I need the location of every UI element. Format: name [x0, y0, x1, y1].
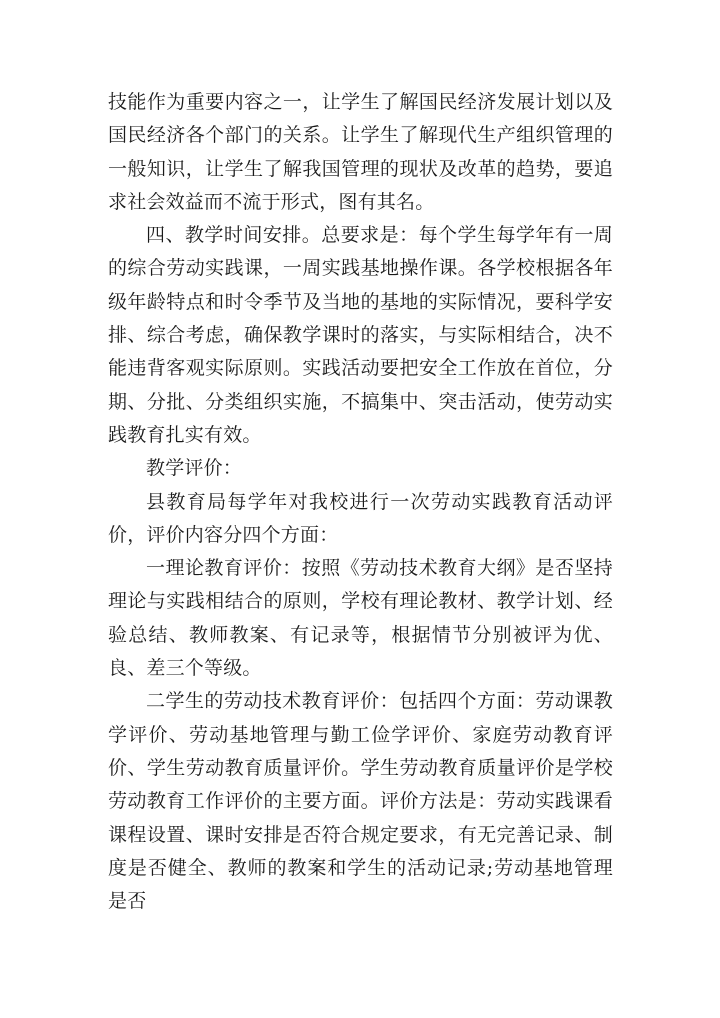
paragraph-student-evaluation: 二学生的劳动技术教育评价：包括四个方面：劳动课教学评价、劳动基地管理与勤工俭学评价、家庭劳动教育评价、学生劳动教育质量评价。学生劳动教育质量评价是学校劳动教育工作评价的主要方面。评价方法是：劳动实践课看课程设置、课时安排是否符合规定要求，有无完善记录、制度是否健全、教师的教案和学生的活动记录;劳动基地管理是否: [108, 690, 613, 913]
document-body: [108, 86, 613, 918]
paragraph-evaluation-overview: 县教育局每学年对我校进行一次劳动实践教育活动评价，评价内容分四个方面：: [108, 490, 613, 546]
paragraph-teaching-schedule: 四、教学时间安排。总要求是：每个学生每学年有一周的综合劳动实践课，一周实践基地操作课。各学校根据各年级年龄特点和时令季节及当地的基地的实际情况，要科学安排、综合考虑，确保教学课时的落实，与实际相结合，决不能违背客观实际原则。实践活动要把安全工作放在首位，分期、分批、分类组织实施，不搞集中、突击活动，使劳动实践教育扎实有效。: [108, 224, 613, 446]
paragraph-evaluation-heading: 教学评价：: [146, 457, 243, 480]
paragraph-theory-evaluation: 一理论教育评价：按照《劳动技术教育大纲》是否坚持理论与实践相结合的原则，学校有理论教材、教学计划、经验总结、教师教案、有记录等，根据情节分别被评为优、良、差三个等级。: [108, 557, 613, 680]
paragraph-intro-continuation: 技能作为重要内容之一，让学生了解国民经济发展计划以及国民经济各个部门的关系。让学生了解现代生产组织管理的一般知识，让学生了解我国管理的现状及改革的趋势，要追求社会效益而不流于形式，图有其名。: [108, 91, 613, 213]
